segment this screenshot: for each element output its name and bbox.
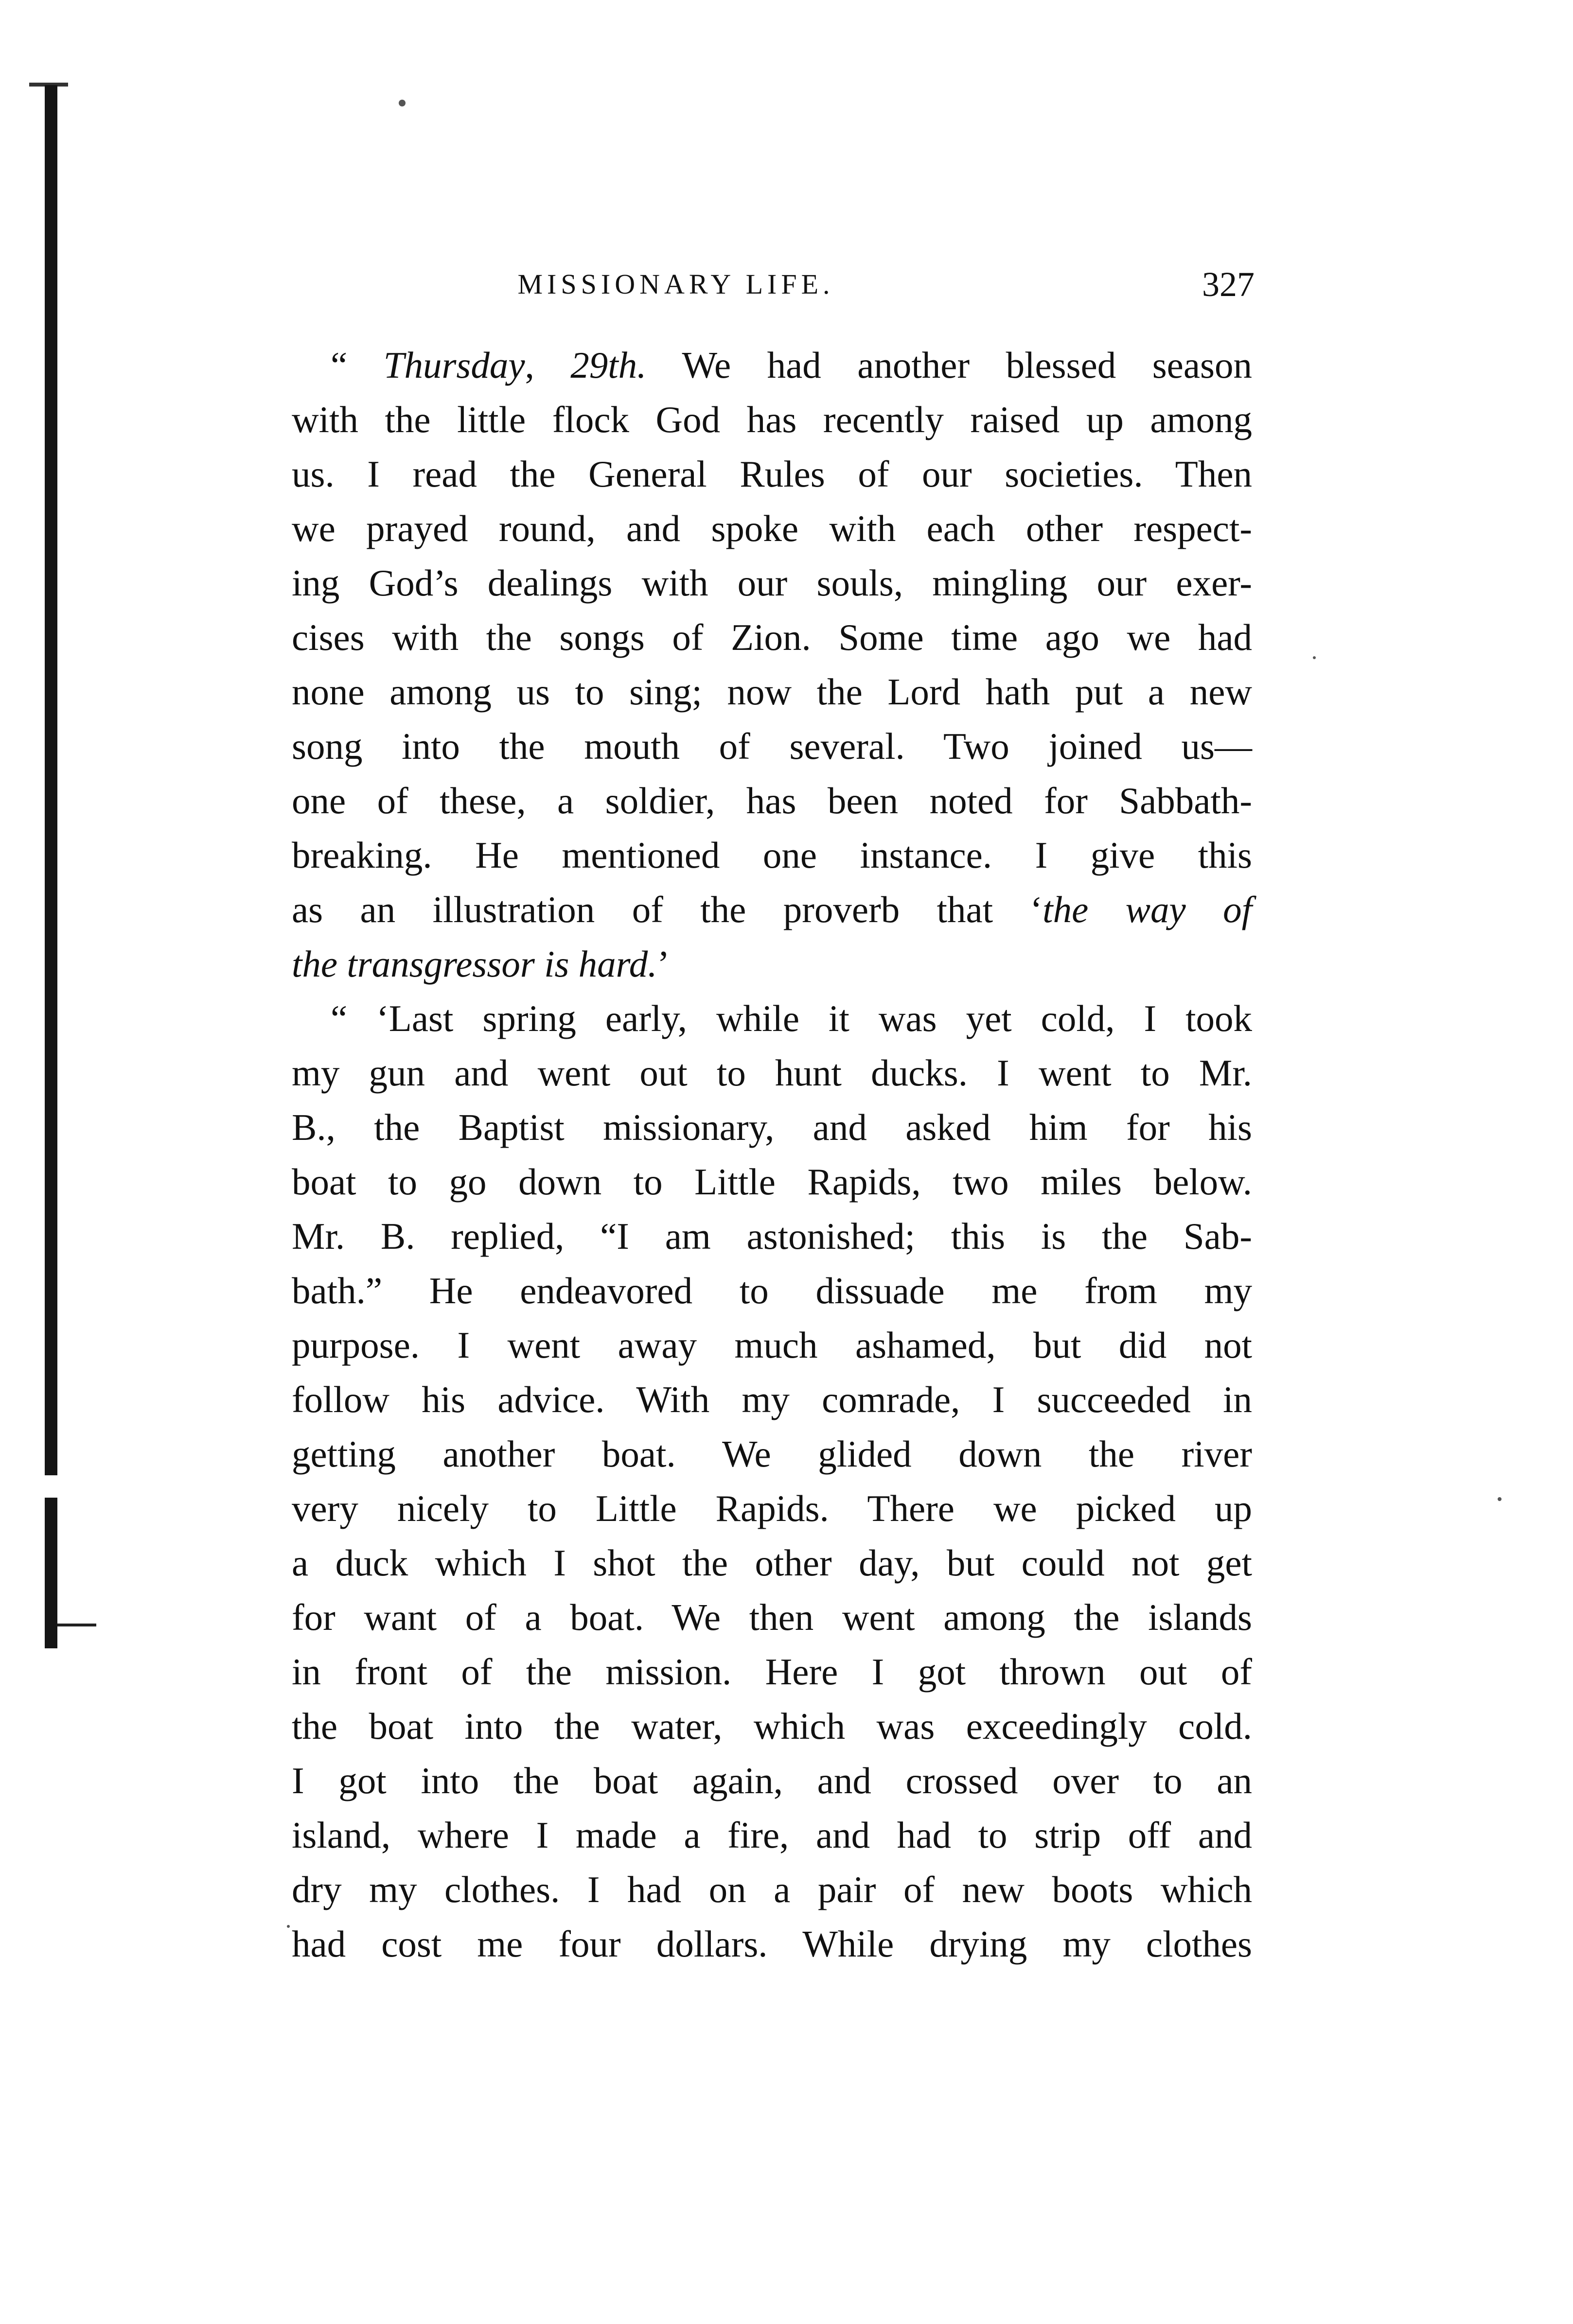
text-run: breaking. He mentioned one instance. I give this (292, 834, 1252, 876)
text-line (292, 828, 1252, 882)
text-line (292, 556, 1252, 610)
text-line (292, 501, 1252, 556)
text-line (292, 719, 1252, 773)
text-run: ’ (657, 943, 670, 985)
text-run: ing God’s dealings with our souls, mingling our exer- (292, 562, 1252, 604)
text-line (292, 773, 1252, 828)
text-line (292, 447, 1252, 501)
text-run: as an illustration of the proverb that ‘ (292, 889, 1043, 930)
text-line (292, 882, 1252, 937)
text-line (292, 338, 1252, 392)
body-text (292, 338, 1252, 1971)
text-run: had cost me four dollars. While drying my clothes (292, 1923, 1252, 1965)
text-line (292, 1862, 1252, 1917)
text-run: very nicely to Little Rapids. There we picked up (292, 1487, 1252, 1529)
text-line (292, 1590, 1252, 1644)
text-run: , (525, 344, 571, 386)
text-run: B., the Baptist missionary, and asked him for his (292, 1106, 1252, 1148)
text-line (292, 1536, 1252, 1590)
text-run: my gun and went out to hunt ducks. I went to Mr. (292, 1052, 1252, 1094)
text-run: purpose. I went away much ashamed, but did not (292, 1324, 1252, 1366)
text-line (292, 1318, 1252, 1372)
text-run: Mr. B. replied, “I am astonished; this is the Sab- (292, 1215, 1252, 1257)
text-run: one of these, a soldier, has been noted for Sabbath- (292, 780, 1252, 821)
italic-text: Thursday (383, 344, 525, 386)
text-run: boat to go down to Little Rapids, two miles below. (292, 1161, 1252, 1203)
ink-speck (287, 1925, 290, 1928)
text-run: We had another blessed season (646, 344, 1252, 386)
text-line (292, 1699, 1252, 1753)
text-run: in front of the mission. Here I got thrown out of (292, 1651, 1252, 1693)
text-line (292, 610, 1252, 664)
text-run: bath.” He endeavored to dissuade me from my (292, 1270, 1252, 1311)
ink-speck (1498, 1497, 1502, 1501)
page-number: 327 (1202, 265, 1255, 304)
italic-text: 29th. (570, 344, 647, 386)
text-line (292, 1154, 1252, 1209)
text-run: getting another boat. We glided down the river (292, 1433, 1252, 1475)
binding-edge-foot-line (57, 1624, 96, 1626)
text-line (292, 1427, 1252, 1481)
text-run: us. I read the General Rules of our societies. Then (292, 453, 1252, 495)
text-line (292, 664, 1252, 719)
text-line (292, 1481, 1252, 1536)
text-line (292, 1100, 1252, 1154)
text-line (292, 937, 1252, 991)
text-run: “ ‘Last spring early, while it was yet cold, I took (331, 997, 1252, 1039)
text-run: the boat into the water, which was exceedingly cold. (292, 1705, 1252, 1747)
text-run: song into the mouth of several. Two joined us— (292, 725, 1252, 767)
text-line (292, 1808, 1252, 1862)
text-run: follow his advice. With my comrade, I succeeded in (292, 1379, 1252, 1420)
text-line (292, 1209, 1252, 1263)
text-line (292, 1046, 1252, 1100)
ink-speck (1313, 656, 1316, 659)
text-run: with the little flock God has recently raised up among (292, 399, 1252, 440)
binding-edge-gap (45, 1475, 57, 1498)
page-header (282, 258, 1255, 311)
italic-text: the transgressor is hard. (292, 943, 657, 985)
binding-edge-lower (45, 1498, 57, 1648)
text-run: island, where I made a fire, and had to strip off and (292, 1814, 1252, 1856)
text-line (292, 392, 1252, 447)
text-run: I got into the boat again, and crossed over to an (292, 1760, 1252, 1801)
running-head: MISSIONARY LIFE. (517, 268, 834, 300)
text-line (292, 1372, 1252, 1427)
text-line (292, 1644, 1252, 1699)
text-line (292, 1753, 1252, 1808)
text-line (292, 991, 1252, 1046)
binding-edge (45, 85, 57, 1573)
text-run: none among us to sing; now the Lord hath put a new (292, 671, 1252, 713)
text-run: “ (331, 344, 384, 386)
text-line (292, 1917, 1252, 1971)
text-run: cises with the songs of Zion. Some time ago we had (292, 616, 1252, 658)
text-line (292, 1263, 1252, 1318)
ink-speck (399, 100, 406, 106)
text-run: dry my clothes. I had on a pair of new boots which (292, 1869, 1252, 1910)
italic-text: the way of (1043, 889, 1253, 930)
text-run: we prayed round, and spoke with each other respect- (292, 507, 1252, 549)
text-run: a duck which I shot the other day, but could not get (292, 1542, 1252, 1584)
text-run: for want of a boat. We then went among the islands (292, 1596, 1252, 1638)
